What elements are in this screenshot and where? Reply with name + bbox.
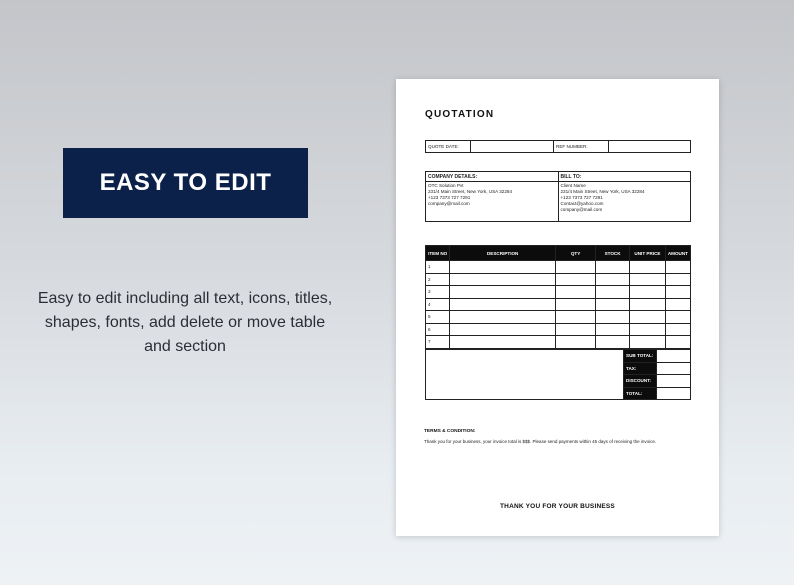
client-address: 231/4 Main Street, New York, USA 32284 <box>560 189 645 194</box>
total-value[interactable] <box>657 387 691 400</box>
table-row[interactable] <box>426 286 691 299</box>
unit-price-cell[interactable] <box>630 323 666 336</box>
company-details-cell[interactable] <box>426 182 559 222</box>
description-cell[interactable] <box>450 336 556 349</box>
stock-cell[interactable] <box>596 286 630 299</box>
amount-cell[interactable] <box>665 311 690 324</box>
amount-cell[interactable] <box>665 273 690 286</box>
unit-price-cell[interactable] <box>630 298 666 311</box>
bill-to-cell[interactable] <box>558 182 691 222</box>
stock-cell[interactable] <box>596 261 630 274</box>
ref-number-label: REF NUMBER: <box>554 141 609 153</box>
discount-label: DISCOUNT: <box>624 375 657 388</box>
description-cell[interactable] <box>450 311 556 324</box>
description-cell[interactable] <box>450 298 556 311</box>
col-item-no: ITEM NO <box>426 246 450 261</box>
row-number: 7 <box>426 336 450 349</box>
quotation-page <box>396 79 719 536</box>
row-number: 2 <box>426 273 450 286</box>
row-number: 4 <box>426 298 450 311</box>
col-description: DESCRIPTION <box>450 246 556 261</box>
subtotal-label: SUB TOTAL: <box>624 350 657 363</box>
description-cell[interactable] <box>450 286 556 299</box>
stock-cell[interactable] <box>596 323 630 336</box>
feature-description: Easy to edit including all text, icons, titles, shapes, fonts, add delete or move table and section <box>37 290 333 355</box>
table-row[interactable] <box>426 273 691 286</box>
description-cell[interactable] <box>450 261 556 274</box>
quotation-title: QUOTATION <box>425 109 495 120</box>
col-stock: STOCK <box>596 246 630 261</box>
qty-cell[interactable] <box>556 336 596 349</box>
totals-table <box>425 349 691 400</box>
company-address: 231/4 Main Street, New York, USA 32284 <box>428 189 513 194</box>
col-amount: AMOUNT <box>665 246 690 261</box>
amount-cell[interactable] <box>665 298 690 311</box>
client-contact: Contact@yahoo.com <box>560 201 604 206</box>
col-qty: QTY <box>556 246 596 261</box>
qty-cell[interactable] <box>556 298 596 311</box>
quote-date-label: QUOTE DATE: <box>426 141 471 153</box>
stock-cell[interactable] <box>596 311 630 324</box>
company-name: OTC Solution Pvt <box>428 183 464 188</box>
unit-price-cell[interactable] <box>630 273 666 286</box>
qty-cell[interactable] <box>556 273 596 286</box>
row-number: 6 <box>426 323 450 336</box>
description-cell[interactable] <box>450 273 556 286</box>
details-table <box>425 171 691 222</box>
amount-cell[interactable] <box>665 261 690 274</box>
notes-area[interactable] <box>426 350 624 400</box>
tax-value[interactable] <box>657 362 691 375</box>
company-phone: +123 7373 727 7291 <box>428 195 471 200</box>
company-details-heading: COMPANY DETAILS: <box>426 172 559 182</box>
unit-price-cell[interactable] <box>630 311 666 324</box>
qty-cell[interactable] <box>556 323 596 336</box>
quote-meta-table <box>425 140 691 153</box>
client-email: company@mail.com <box>560 207 603 212</box>
terms-heading: TERMS & CONDITION: <box>424 429 476 434</box>
company-email: company@mail.com <box>428 201 470 206</box>
terms-text: Thank you for your business, your invoice total is $$$. Please send payments within 45 days of receiving the invoice. <box>424 439 657 444</box>
amount-cell[interactable] <box>665 323 690 336</box>
client-phone: +123 7373 727 7291 <box>560 195 603 200</box>
row-number: 5 <box>426 311 450 324</box>
amount-cell[interactable] <box>665 286 690 299</box>
items-table <box>425 245 691 349</box>
easy-to-edit-badge <box>63 148 308 218</box>
stock-cell[interactable] <box>596 273 630 286</box>
description-cell[interactable] <box>450 323 556 336</box>
table-row[interactable] <box>426 311 691 324</box>
table-row[interactable] <box>426 261 691 274</box>
unit-price-cell[interactable] <box>630 261 666 274</box>
tax-label: TAX: <box>624 362 657 375</box>
amount-cell[interactable] <box>665 336 690 349</box>
row-number: 3 <box>426 286 450 299</box>
row-number: 1 <box>426 261 450 274</box>
quote-date-field[interactable] <box>471 141 554 153</box>
thank-you-footer: THANK YOU FOR YOUR BUSINESS <box>500 503 615 510</box>
discount-value[interactable] <box>657 375 691 388</box>
unit-price-cell[interactable] <box>630 336 666 349</box>
qty-cell[interactable] <box>556 261 596 274</box>
total-label: TOTAL: <box>624 387 657 400</box>
client-name: Client Name <box>560 183 586 188</box>
bill-to-heading: BILL TO: <box>558 172 691 182</box>
unit-price-cell[interactable] <box>630 286 666 299</box>
table-row[interactable] <box>426 323 691 336</box>
stock-cell[interactable] <box>596 298 630 311</box>
badge-label: EASY TO EDIT <box>99 169 272 196</box>
qty-cell[interactable] <box>556 286 596 299</box>
ref-number-field[interactable] <box>609 141 691 153</box>
qty-cell[interactable] <box>556 311 596 324</box>
col-unit-price: UNIT PRICE <box>630 246 666 261</box>
subtotal-value[interactable] <box>657 350 691 363</box>
stock-cell[interactable] <box>596 336 630 349</box>
table-row[interactable] <box>426 336 691 349</box>
table-row[interactable] <box>426 298 691 311</box>
